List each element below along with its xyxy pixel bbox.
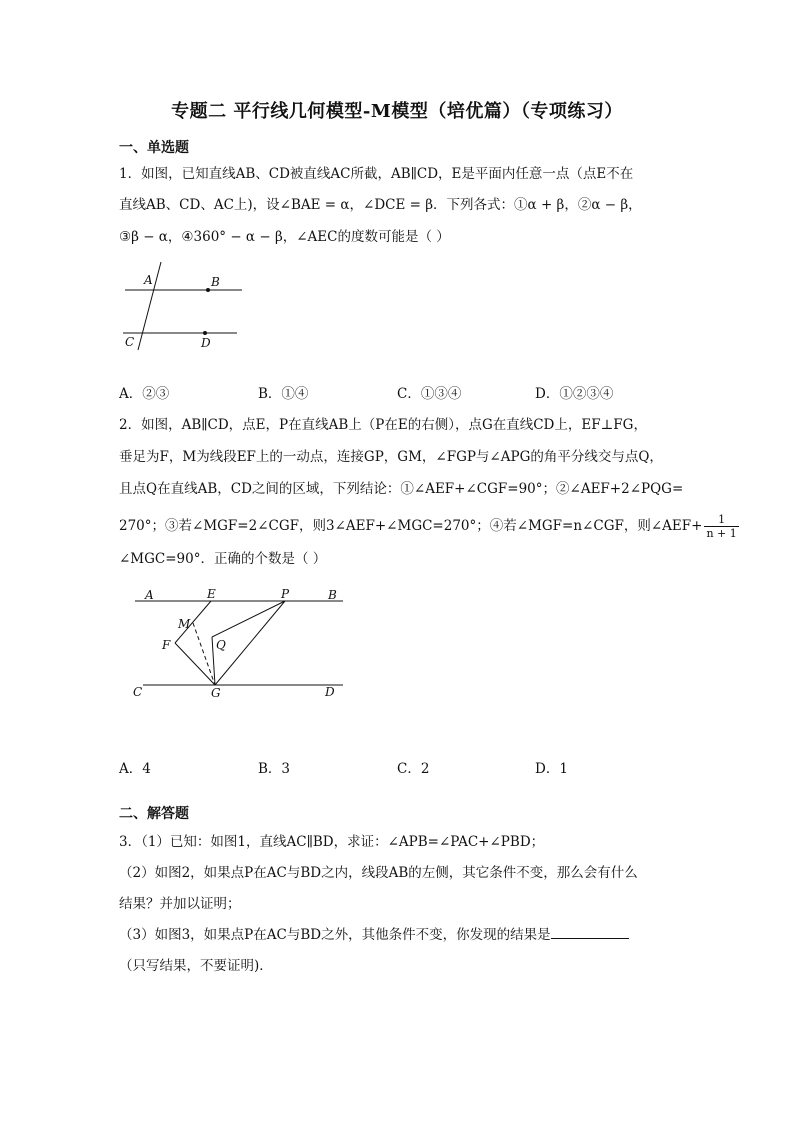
q2-text-line4-main: 270°；③若∠MGF=2∠CGF，则3∠AEF+∠MGC=270°；④若∠MGF=n∠CGF，则∠AEF+ <box>119 518 703 534</box>
q2-label-c: C <box>133 685 143 699</box>
q2-fraction <box>704 513 738 540</box>
q2-option-b[interactable]: B．3 <box>258 761 291 777</box>
q1-option-a[interactable]: A．②③ <box>119 386 170 402</box>
q2-text-line5: ∠MGC=90°．正确的个数是（ ） <box>119 551 327 567</box>
q3-text-line3: 结果？并加以证明； <box>119 896 241 912</box>
q1-text-line2: 直线AB、CD、AC上)，设∠BAE = α，∠DCE = β．下列各式：①α + β，②α − β， <box>119 197 642 213</box>
q1-label-c: C <box>125 335 135 349</box>
q2-label-q: Q <box>216 638 226 652</box>
q2-option-c[interactable]: C．2 <box>397 761 430 777</box>
q2-label-b: B <box>328 588 337 602</box>
q1-option-c[interactable]: C．①③④ <box>397 386 462 402</box>
q3-text-line4 <box>119 923 629 943</box>
q3-text-line2: （2）如图2，如果点P在AC与BD之内，线段AB的左侧，其它条件不变，那么会有什么 <box>119 865 638 881</box>
q2-fraction-numerator: 1 <box>704 513 738 527</box>
q3-text-line4-main: （3）如图3，如果点P在AC与BD之外，其他条件不变，你发现的结果是 <box>119 927 551 943</box>
page-title: 专题二 平行线几何模型-M模型（培优篇）（专项练习） <box>171 101 623 122</box>
q2-label-g: G <box>211 686 221 700</box>
q2-label-m: M <box>178 617 191 631</box>
q2-label-d: D <box>325 685 335 699</box>
q2-label-f: F <box>162 638 171 652</box>
q2-text-line2: 垂足为F，M为线段EF上的一动点，连接GP，GM，∠FGP与∠APG的角平分线交与点Q， <box>119 449 663 465</box>
q2-fraction-denominator: n + 1 <box>706 527 737 540</box>
q1-label-a: A <box>144 273 153 287</box>
q2-text-line4 <box>119 513 741 540</box>
q1-option-d[interactable]: D．①②③④ <box>535 386 614 402</box>
q2-option-a[interactable]: A．4 <box>119 761 151 777</box>
q2-figure <box>125 585 355 700</box>
section-answer-questions: 二、解答题 <box>119 806 189 822</box>
q2-label-a: A <box>145 588 154 602</box>
q2-option-d[interactable]: D．1 <box>535 761 568 777</box>
q2-label-p: P <box>281 587 290 601</box>
q1-label-b: B <box>211 275 220 289</box>
q3-text-line1: 3．（1）已知：如图1，直线AC∥BD，求证：∠APB=∠PAC+∠PBD； <box>119 834 545 850</box>
q2-label-e: E <box>207 587 216 601</box>
q1-option-b[interactable]: B．①④ <box>258 386 309 402</box>
q1-figure <box>115 258 250 358</box>
q1-text-line1: 1．如图，已知直线AB、CD被直线AC所截，AB∥CD，E是平面内任意一点（点E不在 <box>119 166 634 182</box>
q2-text-line3: 且点Q在直线AB，CD之间的区域，下列结论：①∠AEF+∠CGF=90°；②∠AEF+2∠PQG= <box>119 481 684 497</box>
q1-label-d: D <box>201 336 211 350</box>
q3-answer-blank[interactable] <box>551 924 629 939</box>
section-single-choice: 一、单选题 <box>119 140 189 156</box>
q1-text-line3: ③β − α，④360° − α − β，∠AEC的度数可能是（ ） <box>119 229 450 245</box>
q3-text-line5: （只写结果，不要证明)． <box>119 958 273 974</box>
q2-text-line1: 2．如图，AB∥CD，点E，P在直线AB上（P在E的右侧），点G在直线CD上，EF⊥FG， <box>119 417 647 433</box>
